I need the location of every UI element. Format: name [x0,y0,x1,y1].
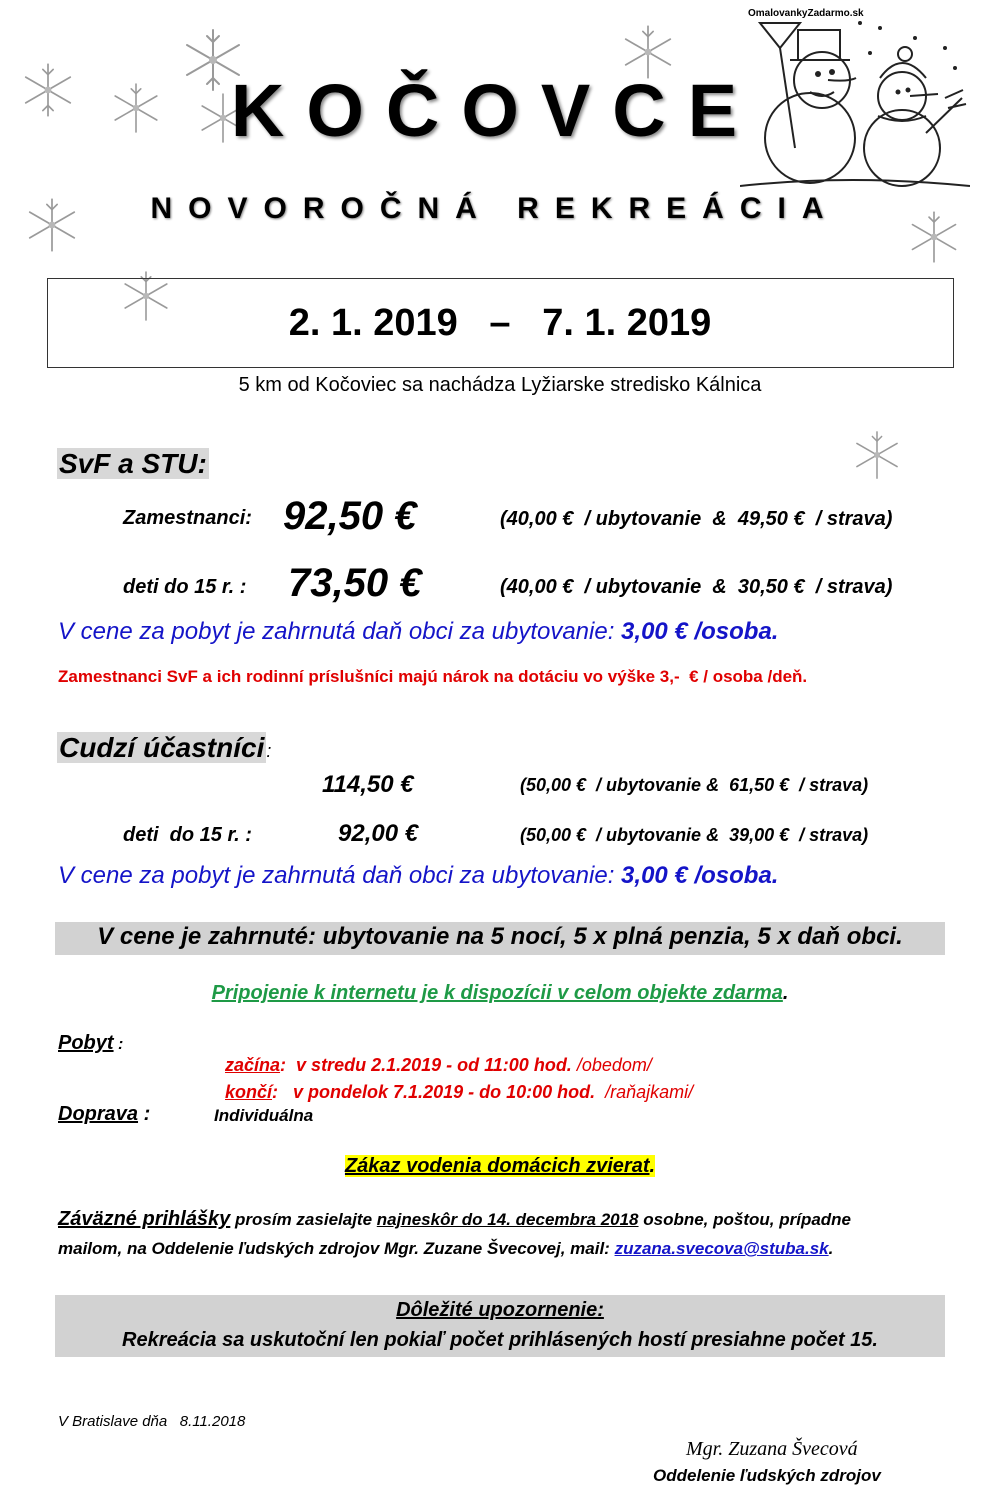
tax-value: 3,00 € /osoba. [621,862,779,889]
foreign-adults-price: 114,50 € [322,771,414,798]
employees-label: Zamestnanci: [123,507,252,529]
svf-heading: SvF a STU: [59,448,207,479]
subsidy-note: Zamestnanci SvF a ich rodinní príslušníci majú nárok na dotáciu vo výške 3,- € / osoba /deň. [58,667,808,686]
location-note: 5 km od Kočoviec sa nachádza Lyžiarske stredisko Kálnica [238,374,762,396]
stay-label: Pobyt [58,1032,114,1054]
foreign-heading-suffix: : [266,741,272,761]
internet-note [0,982,1000,1005]
internet-dot: . [782,982,789,1004]
registration-part2: osobne, poštou, prípadne [638,1210,852,1229]
children-price: 73,50 € [288,561,422,605]
stay-end-text: : v pondelok 7.1.2019 - do 10:00 hod. [272,1082,596,1102]
page-subtitle: NOVOROČNÁ REKREÁCIA [150,192,840,225]
notice-title: Dôležité upozornenie: [396,1299,604,1321]
snowflake-icon [850,428,904,482]
pets-note [0,1155,1000,1178]
notice-text: Rekreácia sa uskutoční len pokiaľ počet prihlásených hostí presiahne počet 15. [122,1329,878,1351]
stay-end [215,1061,693,1103]
stay-start-word: začína [225,1055,281,1075]
internet-text: Pripojenie k internetu je k dispozícii v celom objekte zdarma [211,982,783,1004]
employees-price: 92,50 € [283,494,417,538]
foreign-adults-breakdown: (50,00 € / ubytovanie & 61,50 € / strava) [520,775,869,795]
tax-text: V cene za pobyt je zahrnutá daň obci za ubytovanie: [58,618,615,645]
foreign-heading: Cudzí účastníci [59,732,265,763]
svf-tax-note [58,618,778,646]
children-breakdown: (40,00 € / ubytovanie & 30,50 € / strava) [500,576,893,598]
registration-note [58,1205,958,1263]
registration-deadline: najneskôr do 14. decembra 2018 [376,1210,639,1229]
signature-name: Mgr. Zuzana Švecová [686,1438,858,1460]
pets-text: Zákaz vodenia domácich zvierat [344,1155,650,1177]
children-label: deti do 15 r. : [123,576,247,598]
date-range: 2. 1. 2019 – 7. 1. 2019 [288,302,712,344]
registration-lead: Záväzné prihlášky [58,1208,231,1230]
transport-label-suffix: : [138,1103,151,1125]
department-name: Oddelenie ľudských zdrojov [653,1466,881,1485]
included-text: V cene je zahrnuté: ubytovanie na 5 nocí, 5 x plná penzia, 5 x daň obci. [97,923,903,950]
stay-end-meal: /raňajkami/ [595,1082,694,1102]
pets-dot: . [649,1155,656,1177]
tax-value: 3,00 € /osoba. [621,618,779,645]
stay-label-suffix: : [113,1036,124,1053]
foreign-children-price: 92,00 € [338,820,419,847]
registration-line2: mailom, na Oddelenie ľudských zdrojov Mgr. Zuzane Švecovej, mail: [58,1239,615,1258]
tax-text: V cene za pobyt je zahrnutá daň obci za ubytovanie: [58,862,615,889]
stay-start-meal: /obedom/ [571,1055,652,1075]
registration-part1: prosím zasielajte [230,1210,377,1229]
stay-end-word: končí [225,1082,273,1102]
logo-text: OmalovankyZadarmo.sk [748,8,864,19]
employees-breakdown: (40,00 € / ubytovanie & 49,50 € / strava) [500,508,893,530]
foreign-tax-note [58,862,778,890]
page-title: KOČOVCE [230,69,760,152]
email-link[interactable]: zuzana.svecova@stuba.sk [614,1239,829,1258]
foreign-children-breakdown: (50,00 € / ubytovanie & 39,00 € / strava) [520,825,869,845]
transport-value: Individuálna [214,1106,314,1125]
foreign-children-label: deti do 15 r. : [123,824,252,846]
place-date: V Bratislave dňa 8.11.2018 [58,1413,246,1430]
stay-start-text: : v stredu 2.1.2019 - od 11:00 hod. [280,1055,572,1075]
transport-label: Doprava [58,1103,139,1125]
registration-end: . [828,1239,834,1258]
